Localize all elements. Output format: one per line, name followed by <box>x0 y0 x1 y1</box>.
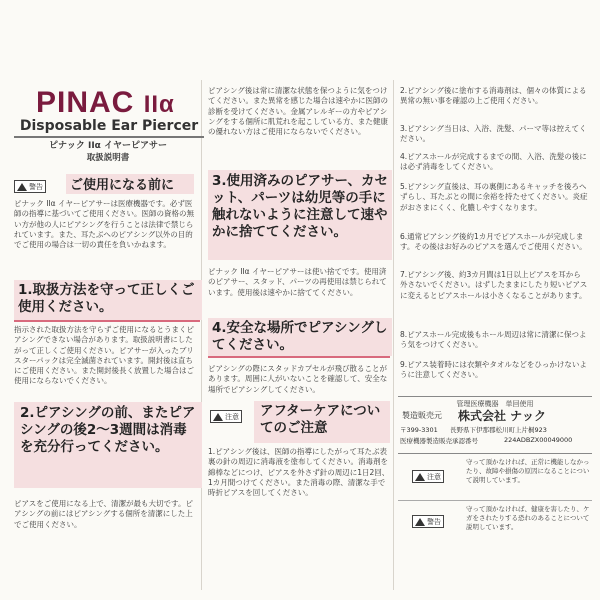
maker-company: 株式会社 ナック <box>458 409 546 423</box>
caution-icon <box>213 413 223 421</box>
caution-badge-small: 注意 <box>412 470 444 483</box>
caution-badge: 注意 <box>210 410 242 423</box>
section2-text: ピアスをご使用になる上で、清潔が最も大切です。ピアシングの前にはピアシングする個所を清潔にした上でご使用ください。 <box>14 499 193 529</box>
section3-text: ピナック IIα イヤーピアサーは使い捨てです。使用済のピアサー、スタッド、パーツの再使用は禁じられています。使用後は速やかに捨ててください。 <box>208 267 387 297</box>
maker-label: 製造販売元 <box>402 411 442 420</box>
notice-caution <box>398 456 592 501</box>
section4-title: 4.安全な場所でピアシングしてください。 <box>208 318 392 356</box>
title-rule <box>14 136 204 138</box>
aftercare-item-7: 7.ピアシング後、約3カ月間は1日以上ピアスを耳から外さないでください。はずしたままにしたり短いピアスに変えるとピアスホールは小さくなることがあります。 <box>400 270 588 300</box>
section4-rule <box>208 356 390 358</box>
section2-title: 2.ピアシングの前、またピアシングの後2〜3週間は消毒を充分行ってください。 <box>14 402 202 488</box>
notice-caution-text: 守って頂かなければ、正常に機能しなかったり、故障や損傷の原因になることについて説明しています。 <box>466 458 590 484</box>
approval-number: 224ADBZX00049000 <box>504 436 573 444</box>
brand-logo: PINAC IIα <box>36 86 175 119</box>
maker-address: 長野県下伊那郡松川町上片桐923 <box>450 426 547 434</box>
col2-intro-text: ピアシング後は常に清潔な状態を保つように気をつけてください。また異常を感じた場合は速やかに医師の診断を受けてください。金属アレルギーの方やピアシングをする個所に肌荒れを起こしている方、また健康の優れない方はご使用にならないでください。 <box>208 86 388 137</box>
aftercare-item-6: 6.通常ピアシング後約1カ月でピアスホールが完成します。その後はお好みのピアスを選んでご使用ください。 <box>400 232 587 252</box>
warning-badge: 警告 <box>14 180 46 193</box>
caution-icon <box>415 473 425 481</box>
warning-icon <box>415 518 425 526</box>
section-before-title: ご使用になる前に <box>66 174 194 194</box>
manual-label: 取扱説明書 <box>86 153 130 163</box>
section1-text: 指示された取扱方法を守らずご使用になるとうまくピアシングできない場合があります。取扱説明書にしたがって正しくご使用ください。ピアサーが入ったブリスターパックは完全滅菌されています。開封後は直ちにご使用ください。また開封後長く放置した場合はご使用にならないでください。 <box>14 325 194 386</box>
warning-icon <box>17 183 27 191</box>
aftercare-item-8: 8.ピアスホール完成後もホール周辺は常に清潔に保つよう気をつけてください。 <box>400 330 587 350</box>
jp-title: ピナック IIα イヤーピアサー <box>49 141 167 151</box>
warning-badge-small: 警告 <box>412 515 444 528</box>
aftercare-text: 1.ピアシング後は、医師の指導にしたがって耳たぶ表裏の針の周辺に消毒液を塗布してください。消毒剤を綿棒などにつけ、ピアスを外さず針の周辺に1日2回、1カ月間つけてください。また消毒の際、清潔な手で時折ピアスを回してください。 <box>208 447 390 498</box>
manufacturer-box <box>398 396 592 454</box>
section3-title: 3.使用済みのピアサー、カセット、パーツは幼児等の手に触れないように注意して速やかに捨ててください。 <box>208 170 392 260</box>
aftercare-item-2: 2.ピアシング後に塗布する消毒剤は、個々の体質による異常の無い事を確認の上ご使用ください。 <box>400 86 587 106</box>
section-before-text: ピナック IIα イヤーピアサーは医療機器です。必ず医師の指導に基づいてご使用ください。医師の資格の無い方が他の人にピアシングを行うことは法律で禁じられています。また、耳たぶへのピアシング以外の目的でご使用の場合は一切の責任を負いかねます。 <box>14 199 194 250</box>
aftercare-title: アフターケアについてのご注意 <box>254 401 390 443</box>
aftercare-item-3: 3.ピアシング当日は、入浴、洗髪、パーマ等は控えてください。 <box>400 124 587 144</box>
section4-text: ピアシングの際にスタッドカプセルが飛び散ることがあります。周囲に人がいないことを確認して、安全な場所でピアシングしてください。 <box>208 364 388 394</box>
notice-warning <box>398 503 592 543</box>
notice-warning-text: 守って頂かなければ、健康を害したり、ケガをされたりする恐れのあることについて説明しています。 <box>466 505 590 531</box>
section1-rule <box>14 320 200 322</box>
column-divider <box>393 80 394 590</box>
aftercare-item-4: 4.ピアスホールが完成するまでの間、入浴、洗髪の後には必ず消毒をしてください。 <box>400 152 587 172</box>
aftercare-item-5: 5.ピアシング直後は、耳の裏側にあるキャッチを後ろへずらし、耳たぶとの間に余裕を持たせてください。炎症がおさまにくく、化膿しやすくなります。 <box>400 182 588 212</box>
section1-title: 1.取扱方法を守って正しくご使用ください。 <box>14 280 202 320</box>
device-class: 管理医療機器 単回使用 <box>456 400 534 408</box>
maker-zip: 〒399-3301 <box>400 426 438 434</box>
brand-subtitle: Disposable Ear Piercer <box>19 118 199 134</box>
aftercare-item-9: 9.ピアス装着時には衣類やタオルなどをひっかけないように注意してください。 <box>400 360 587 380</box>
approval-label: 医療機器製造販売承認番号 <box>400 437 478 445</box>
